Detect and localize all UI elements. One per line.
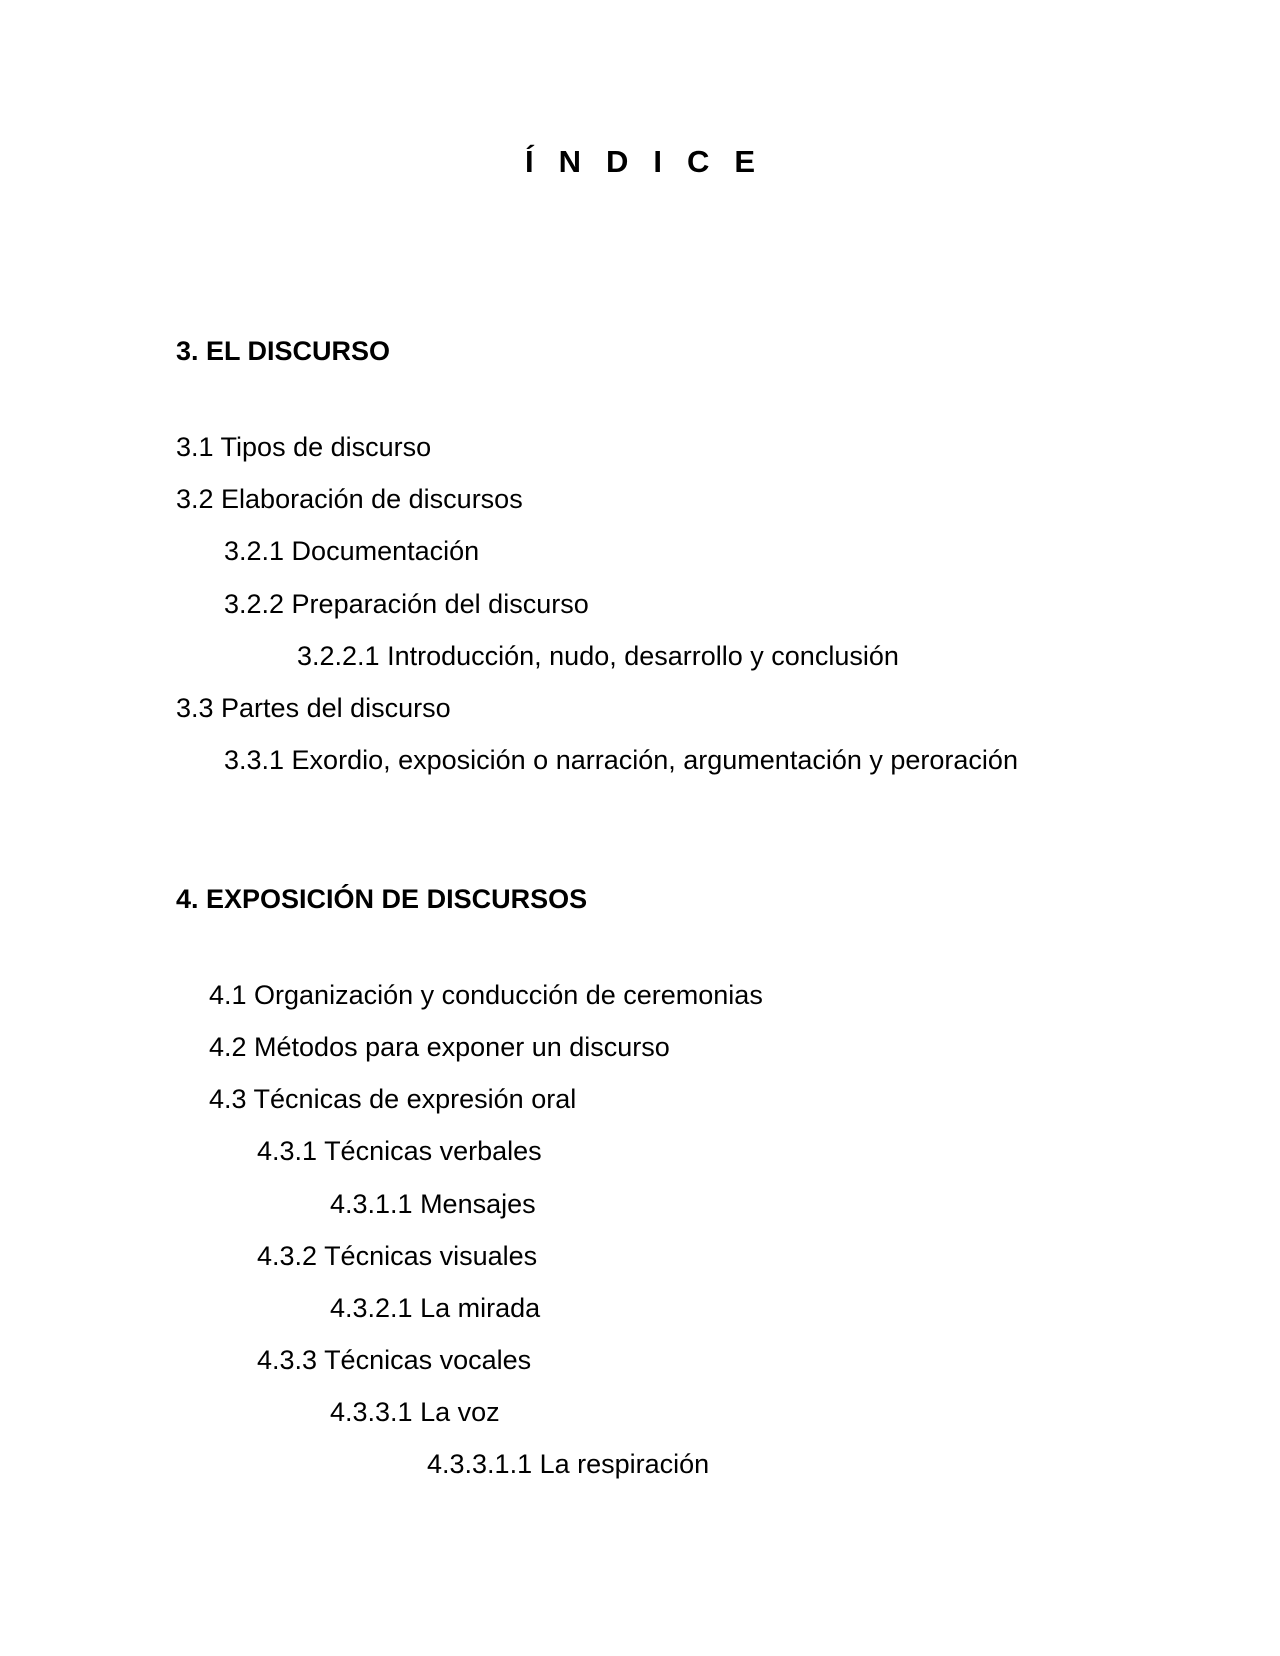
toc-entry-3-2-1: 3.2.1 Documentación [224,536,480,566]
toc-entry-4-3-3: 4.3.3 Técnicas vocales [257,1345,532,1375]
page-title: ÍNDICE [524,144,781,179]
section-heading-3: 3. EL DISCURSO [176,336,391,366]
toc-entry-4-3-3-1-1: 4.3.3.1.1 La respiración [427,1449,710,1479]
toc-entry-3-2-2-1: 3.2.2.1 Introducción, nudo, desarrollo y conclusión [297,641,899,671]
toc-entry-4-3: 4.3 Técnicas de expresión oral [209,1084,577,1114]
toc-entry-4-2: 4.2 Métodos para exponer un discurso [209,1032,670,1062]
toc-entry-4-3-2-1: 4.3.2.1 La mirada [330,1293,541,1323]
toc-entry-4-3-3-1: 4.3.3.1 La voz [330,1397,500,1427]
section-heading-4: 4. EXPOSICIÓN DE DISCURSOS [176,884,588,914]
toc-entry-4-3-2: 4.3.2 Técnicas visuales [257,1241,538,1271]
toc-entry-4-1: 4.1 Organización y conducción de ceremonias [209,980,763,1010]
toc-entry-4-3-1: 4.3.1 Técnicas verbales [257,1136,542,1166]
toc-entry-3-3: 3.3 Partes del discurso [176,693,451,723]
toc-entry-3-1: 3.1 Tipos de discurso [176,432,432,462]
toc-entry-4-3-1-1: 4.3.1.1 Mensajes [330,1189,536,1219]
toc-entry-3-3-1: 3.3.1 Exordio, exposición o narración, argumentación y peroración [224,745,1018,775]
toc-entry-3-2-2: 3.2.2 Preparación del discurso [224,589,589,619]
toc-entry-3-2: 3.2 Elaboración de discursos [176,484,523,514]
